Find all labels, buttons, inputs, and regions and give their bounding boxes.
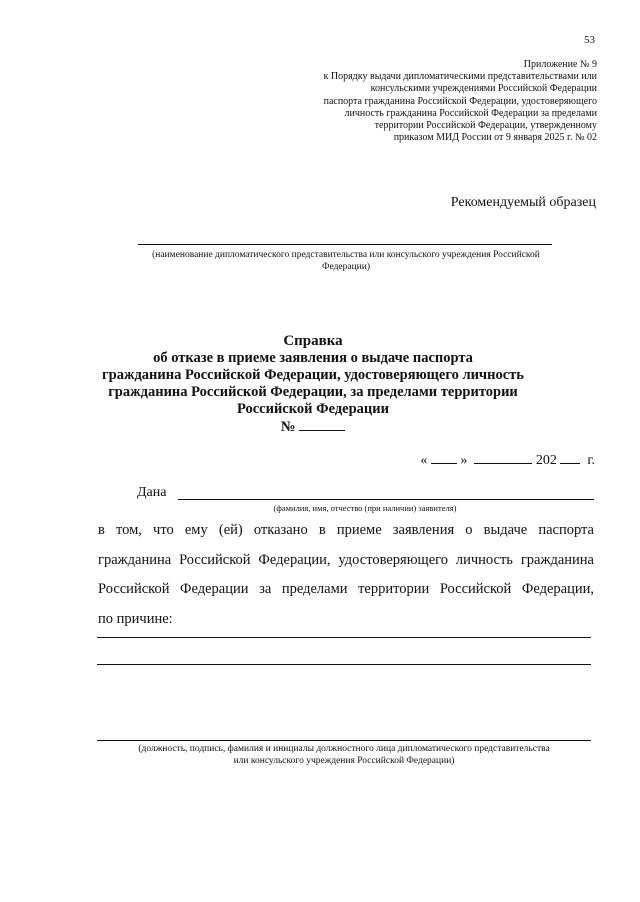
title-line: гражданина Российской Федерации, удостоверяющего личность <box>102 367 524 383</box>
signature-line <box>97 740 591 741</box>
signature-caption-line: (должность, подпись, фамилия и инициалы должностного лица дипломатического представительства <box>138 744 550 754</box>
body-line: гражданина Российской Федерации, удостоверяющего личность гражданина <box>98 551 594 568</box>
signature-caption-line: или консульского учреждения Российской Федерации) <box>233 756 455 766</box>
reason-line <box>97 664 591 665</box>
org-caption-line: Федерации) <box>321 262 371 272</box>
body-line: по причине: <box>98 610 173 627</box>
day-blank <box>431 451 457 464</box>
body-line: в том, что ему (ей) отказано в приеме заявления о выдаче паспорта <box>98 522 594 538</box>
title-line: Российской Федерации <box>236 401 389 417</box>
appendix-line: к Порядку выдачи дипломатическими представительствами или <box>323 71 597 83</box>
appendix-line: Приложение № 9 <box>523 59 597 70</box>
signature-caption <box>97 743 591 767</box>
given-label: Дана <box>137 485 167 500</box>
body-line: Российской Федерации за пределами территории Российской Федерации, <box>98 581 594 597</box>
date-close-quote: » <box>460 453 468 468</box>
org-name-line <box>138 244 552 245</box>
date-line <box>420 451 595 469</box>
appendix-header <box>267 59 597 144</box>
applicant-name-line <box>178 499 594 500</box>
date-open-quote: « <box>420 453 428 468</box>
year-blank <box>560 451 580 464</box>
title-line: Справка <box>283 333 343 349</box>
year-prefix: 202 <box>535 453 557 468</box>
body-paragraph <box>98 516 594 634</box>
title-line: гражданина Российской Федерации, за пределами территории <box>108 384 518 400</box>
page-number: 53 <box>584 34 595 46</box>
number-blank <box>299 418 345 431</box>
title-line: об отказе в приеме заявления о выдаче паспорта <box>153 350 473 366</box>
appendix-line: территории Российской Федерации, утвержденному <box>374 120 597 132</box>
org-caption-line: (наименование дипломатического представительства или консульского учреждения Российской <box>152 250 540 260</box>
document-title <box>100 333 526 436</box>
applicant-caption: (фамилия, имя, отчество (при наличии) заявителя) <box>273 503 457 513</box>
reason-line <box>97 637 591 638</box>
number-label: № <box>280 419 296 435</box>
appendix-line: личность гражданина Российской Федерации за пределами <box>344 107 597 119</box>
appendix-line: консульскими учреждениями Российской Федерации <box>370 83 597 95</box>
appendix-line: паспорта гражданина Российской Федерации, удостоверяющего <box>323 95 597 107</box>
month-blank <box>474 451 532 464</box>
certificate-number <box>100 418 526 436</box>
appendix-line: приказом МИД России от 9 января 2025 г. № 02 <box>393 132 597 144</box>
year-suffix: г. <box>587 453 595 468</box>
sample-label: Рекомендуемый образец <box>450 195 596 210</box>
org-caption <box>115 249 577 273</box>
